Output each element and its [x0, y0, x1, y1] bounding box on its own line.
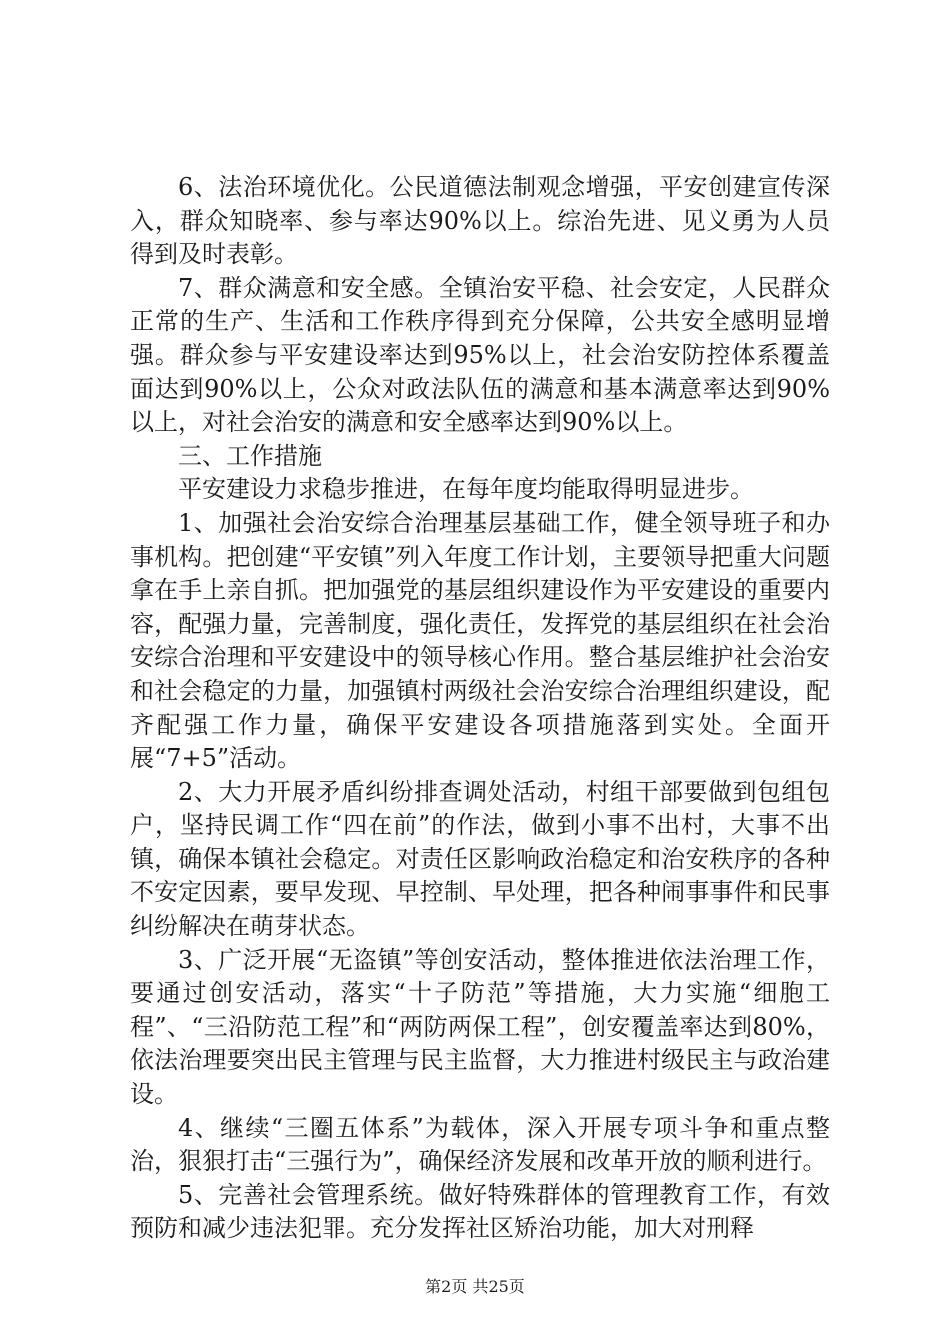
page-footer: 第2页 共25页	[425, 1277, 525, 1296]
paragraph-measure-5: 5、完善社会管理系统。做好特殊群体的管理教育工作，有效预防和减少违法犯罪。充分发挥社区矫治功能，加大对刑释	[130, 1180, 830, 1243]
paragraph-measure-4: 4、继续“三圈五体系”为载体，深入开展专项斗争和重点整治，狠狠打击“三强行为”，确保经济发展和改革开放的顺利进行。	[130, 1113, 830, 1176]
paragraph-measure-2: 2、大力开展矛盾纠纷排查调处活动，村组干部要做到包组包户，坚持民调工作“四在前”的作法，做到小事不出村，大事不出镇，确保本镇社会稳定。对责任区影响政治稳定和治安秩序的各种不安定因素，要早发现、早控制、早处理，把各种闹事事件和民事纠纷解决在萌芽状态。	[130, 777, 830, 941]
paragraph-intro-measures: 平安建设力求稳步推进，在每年度均能取得明显进步。	[178, 475, 754, 504]
paragraph-measure-1: 1、加强社会治安综合治理基层基础工作，健全领导班子和办事机构。把创建“平安镇”列入年度工作计划，主要领导把重大问题拿在手上亲自抓。把加强党的基层组织建设作为平安建设的重要内容，配强力量，完善制度，强化责任，发挥党的基层组织在社会治安综合治理和平安建设中的领导核心作用。整合基层维护社会治安和社会稳定的力量，加强镇村两级社会治安综合治理组织建设，配齐配强工作力量，确保平安建设各项措施落到实处。全面开展“7+5”活动。	[130, 508, 830, 773]
section-heading-work-measures: 三、工作措施	[178, 441, 322, 470]
paragraph-6-rule-of-law: 6、法治环境优化。公民道德法制观念增强，平安创建宣传深入，群众知晓率、参与率达90%以上。综治先进、见义勇为人员得到及时表彰。	[130, 173, 830, 269]
paragraph-measure-3: 3、广泛开展“无盗镇”等创安活动，整体推进依法治理工作，要通过创安活动，落实“十子防范”等措施，大力实施“细胞工程”、“三沿防范工程”和“两防两保工程”，创安覆盖率达到80%，依法治理要突出民主管理与民主监督，大力推进村级民主与政治建设。	[130, 945, 830, 1109]
paragraph-7-public-satisfaction: 7、群众满意和安全感。全镇治安平稳、社会安定，人民群众正常的生产、生活和工作秩序得到充分保障，公共安全感明显增强。群众参与平安建设率达到95%以上，社会治安防控体系覆盖面达到90%以上，公众对政法队伍的满意和基本满意率达到90%以上，对社会治安的满意和安全感率达到90%以上。	[130, 273, 830, 437]
document-body	[130, 171, 830, 1246]
